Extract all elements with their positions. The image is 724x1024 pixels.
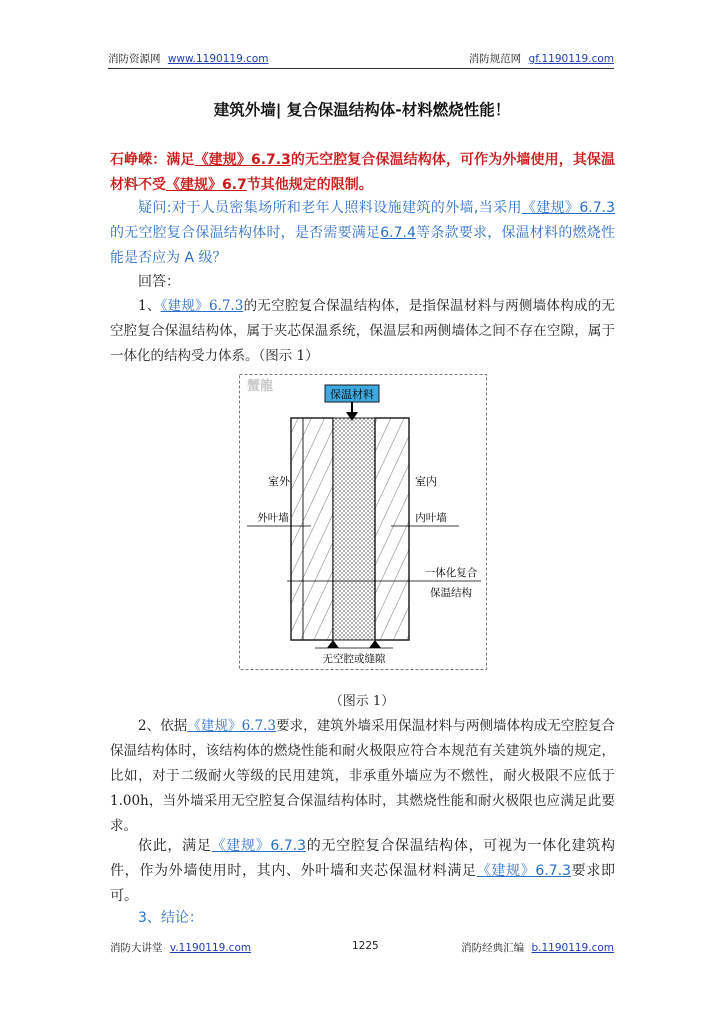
page-title: 建筑外墙| 复合保温结构体-材料燃烧性能！: [213, 101, 511, 119]
wall-section-figure: [239, 374, 487, 670]
footer-left: [110, 940, 251, 955]
conclusion-ref-2[interactable]: 《建规》6.7.3: [476, 863, 571, 879]
header-left: [108, 51, 269, 66]
answer-label: 回答：: [138, 274, 180, 290]
insulation-label: 保温材料: [330, 389, 374, 401]
footer-right-label: 消防经典汇编: [461, 942, 525, 954]
header-left-label: 消防资源网: [108, 53, 161, 65]
outdoor-label: 室外: [268, 476, 290, 488]
header-right-link[interactable]: gf.1190119.com: [528, 53, 614, 65]
question-text-1: 疑问:对于人员密集场所和老年人照料设施建筑的外墙,当采用: [138, 200, 522, 216]
footer-right: [461, 940, 614, 955]
intro-ref-1[interactable]: 《建规》6.7.3: [194, 152, 291, 168]
intro-paragraph: [110, 148, 615, 198]
conclusion-text-3: 要求即可。: [110, 863, 616, 904]
indoor-label: 室内: [415, 476, 437, 488]
point-1-paragraph: [110, 294, 615, 369]
header-left-link[interactable]: www.1190119.com: [167, 53, 269, 65]
point-2-paragraph: [110, 714, 615, 839]
integrated-label-1: 一体化复合: [424, 567, 478, 579]
gap-marker-right-icon: [369, 640, 381, 648]
intro-ref-2[interactable]: 《建规》6.7: [166, 177, 247, 193]
header-divider: [108, 68, 614, 69]
conclusion-text-1: 依此，满足: [138, 838, 212, 854]
header-right-label: 消防规范网: [468, 53, 522, 65]
inner-leaf-label: 内叶墙: [415, 512, 447, 524]
intro-text-2: 节其他规定的限制。: [246, 177, 373, 193]
question-text-3: 等条款要求，保温材料的燃烧性能是否应为 A 级？: [110, 225, 616, 266]
no-gap-label: 无空腔或缝隙: [322, 653, 386, 665]
point-3-heading: 3、结论：: [138, 910, 203, 926]
footer-right-link[interactable]: b.1190119.com: [531, 942, 614, 954]
point-1-prefix: 1、: [138, 298, 161, 314]
footer-left-label: 消防大讲堂: [110, 942, 163, 954]
point-2-text: 要求，建筑外墙采用保温材料与两侧墙体构成无空腔复合保温结构体时，该结构体的燃烧性能和耐火极限应符合本规范有关建筑外墙的规定，比如，对于二级耐火等级的民用建筑，非承重外墙应为不燃性，耐火极限不应低于 1.00h，当外墙采用无空腔复合保温结构体时，其燃烧性能和耐火极限也应满足此要求。: [110, 718, 616, 834]
footer-left-link[interactable]: v.1190119.com: [169, 942, 252, 954]
conclusion-paragraph: [110, 834, 615, 909]
question-ref-1[interactable]: 《建规》6.7.3: [521, 200, 615, 216]
point-1-ref[interactable]: 《建规》6.7.3: [160, 298, 244, 314]
page-number: 1225: [352, 940, 379, 952]
integrated-label-2: 保温结构: [430, 587, 472, 599]
header-right: [469, 51, 614, 66]
conclusion-ref-1[interactable]: 《建规》6.7.3: [211, 838, 307, 854]
point-2-ref[interactable]: 《建规》6.7.3: [187, 718, 276, 734]
outer-leaf-wall: [291, 418, 333, 640]
question-ref-2[interactable]: 6.7.4: [380, 225, 416, 241]
point-1-text: 的无空腔复合保温结构体，是指保温材料与两侧墙体构成的无空腔复合保温结构体，属于夹芯保温系统，保温层和两侧墙体之间不存在空隙，属于一体化的结构受力体系。（图示 1）: [110, 298, 615, 364]
insulation-layer: [333, 418, 375, 640]
inner-leaf-wall: [375, 418, 409, 640]
point-2-prefix: 2、依据: [138, 718, 188, 734]
intro-author: 石峥嵘：满足: [110, 152, 195, 168]
outer-leaf-label: 外叶墙: [257, 512, 289, 524]
intro-text-1: 的无空腔复合保温结构体，可作为外墙使用，其保温材料不受: [110, 152, 616, 193]
figure-caption: （图示 1）: [329, 694, 395, 709]
conclusion-text-2: 的无空腔复合保温结构体，可视为一体化建筑构件，作为外墙使用时，其内、外叶墙和夹芯保温材料满足: [110, 838, 616, 879]
question-text-2: 的无空腔复合保温结构体时，是否需要满足: [110, 225, 381, 241]
figure-watermark: 蟹龍: [247, 378, 274, 393]
question-paragraph: [110, 196, 615, 271]
gap-marker-left-icon: [327, 640, 339, 648]
